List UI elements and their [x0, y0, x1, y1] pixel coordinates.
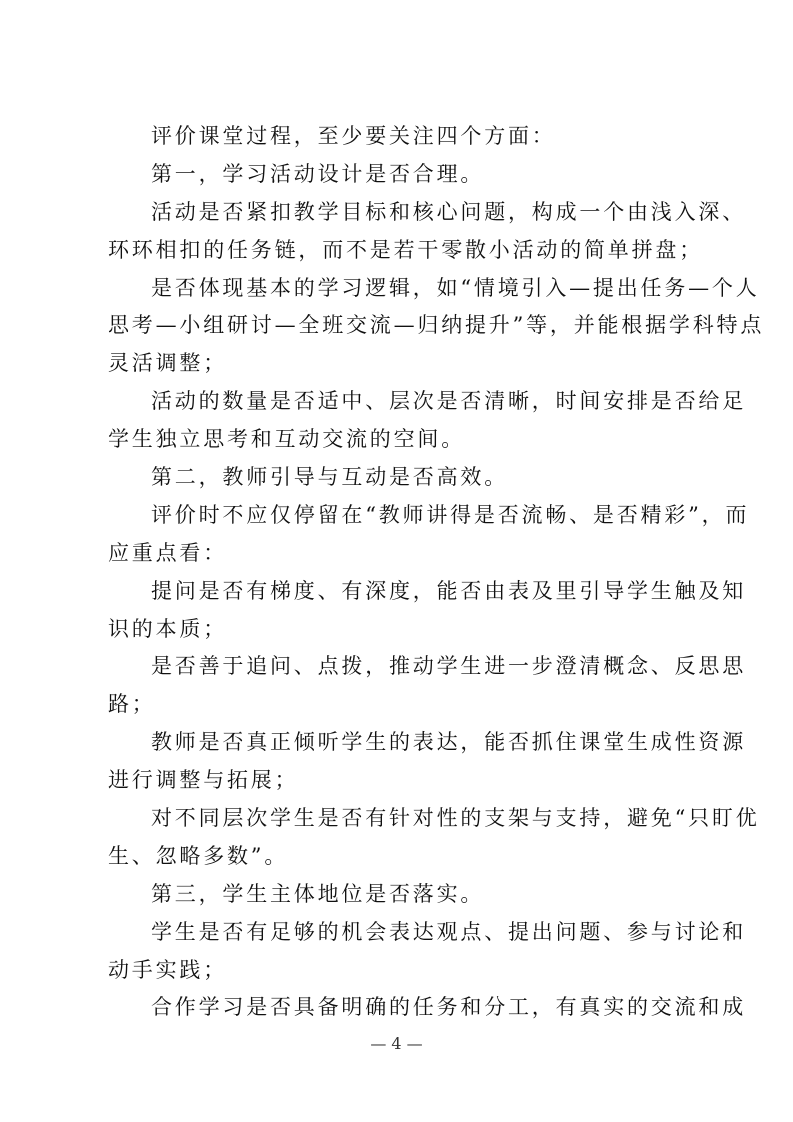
paragraph-line: 应重点看： — [108, 540, 227, 565]
paragraph-line: 是否体现基本的学习逻辑，如“情境引入—提出任务—个人 — [151, 275, 760, 300]
paragraph-line: 生、忽略多数”。 — [108, 843, 289, 868]
paragraph-line: 教师是否真正倾听学生的表达，能否抓住课堂生成性资源 — [151, 730, 746, 755]
page-number: — 4 — — [370, 1034, 423, 1053]
paragraph-line: 环环相扣的任务链，而不是若干零散小活动的简单拼盘； — [108, 237, 703, 262]
paragraph-line: 活动是否紧扣教学目标和核心问题，构成一个由浅入深、 — [151, 199, 746, 224]
paragraph-line: 是否善于追问、点拨，推动学生进一步澄清概念、反思思 — [151, 654, 746, 679]
paragraph-line: 动手实践； — [108, 957, 227, 982]
body-text — [108, 118, 765, 1027]
heading-point-two: 第二，教师引导与互动是否高效。 — [151, 465, 508, 490]
paragraph-line: 活动的数量是否适中、层次是否清晰，时间安排是否给足 — [151, 389, 746, 414]
paragraph-line: 进行调整与拓展； — [108, 768, 299, 793]
paragraph-line: 学生是否有足够的机会表达观点、提出问题、参与讨论和 — [151, 919, 746, 944]
paragraph-line: 识的本质； — [108, 616, 227, 641]
paragraph-line: 提问是否有梯度、有深度，能否由表及里引导学生触及知 — [151, 578, 746, 603]
heading-point-three: 第三，学生主体地位是否落实。 — [151, 881, 485, 906]
paragraph-line: 思考—小组研讨—全班交流—归纳提升”等，并能根据学科特点 — [108, 313, 765, 338]
paragraph-line: 对不同层次学生是否有针对性的支架与支持，避免“只盯优 — [151, 806, 760, 831]
paragraph-line: 学生独立思考和互动交流的空间。 — [108, 427, 465, 452]
paragraph-line: 灵活调整； — [108, 351, 227, 376]
heading-point-one: 第一，学习活动设计是否合理。 — [151, 161, 485, 186]
paragraph-line: 评价时不应仅停留在“教师讲得是否流畅、是否精彩”，而 — [151, 502, 750, 527]
paragraph-line: 路； — [108, 692, 156, 717]
paragraph-line: 合作学习是否具备明确的任务和分工，有真实的交流和成 — [151, 995, 746, 1020]
paragraph-intro: 评价课堂过程，至少要关注四个方面： — [151, 124, 556, 148]
